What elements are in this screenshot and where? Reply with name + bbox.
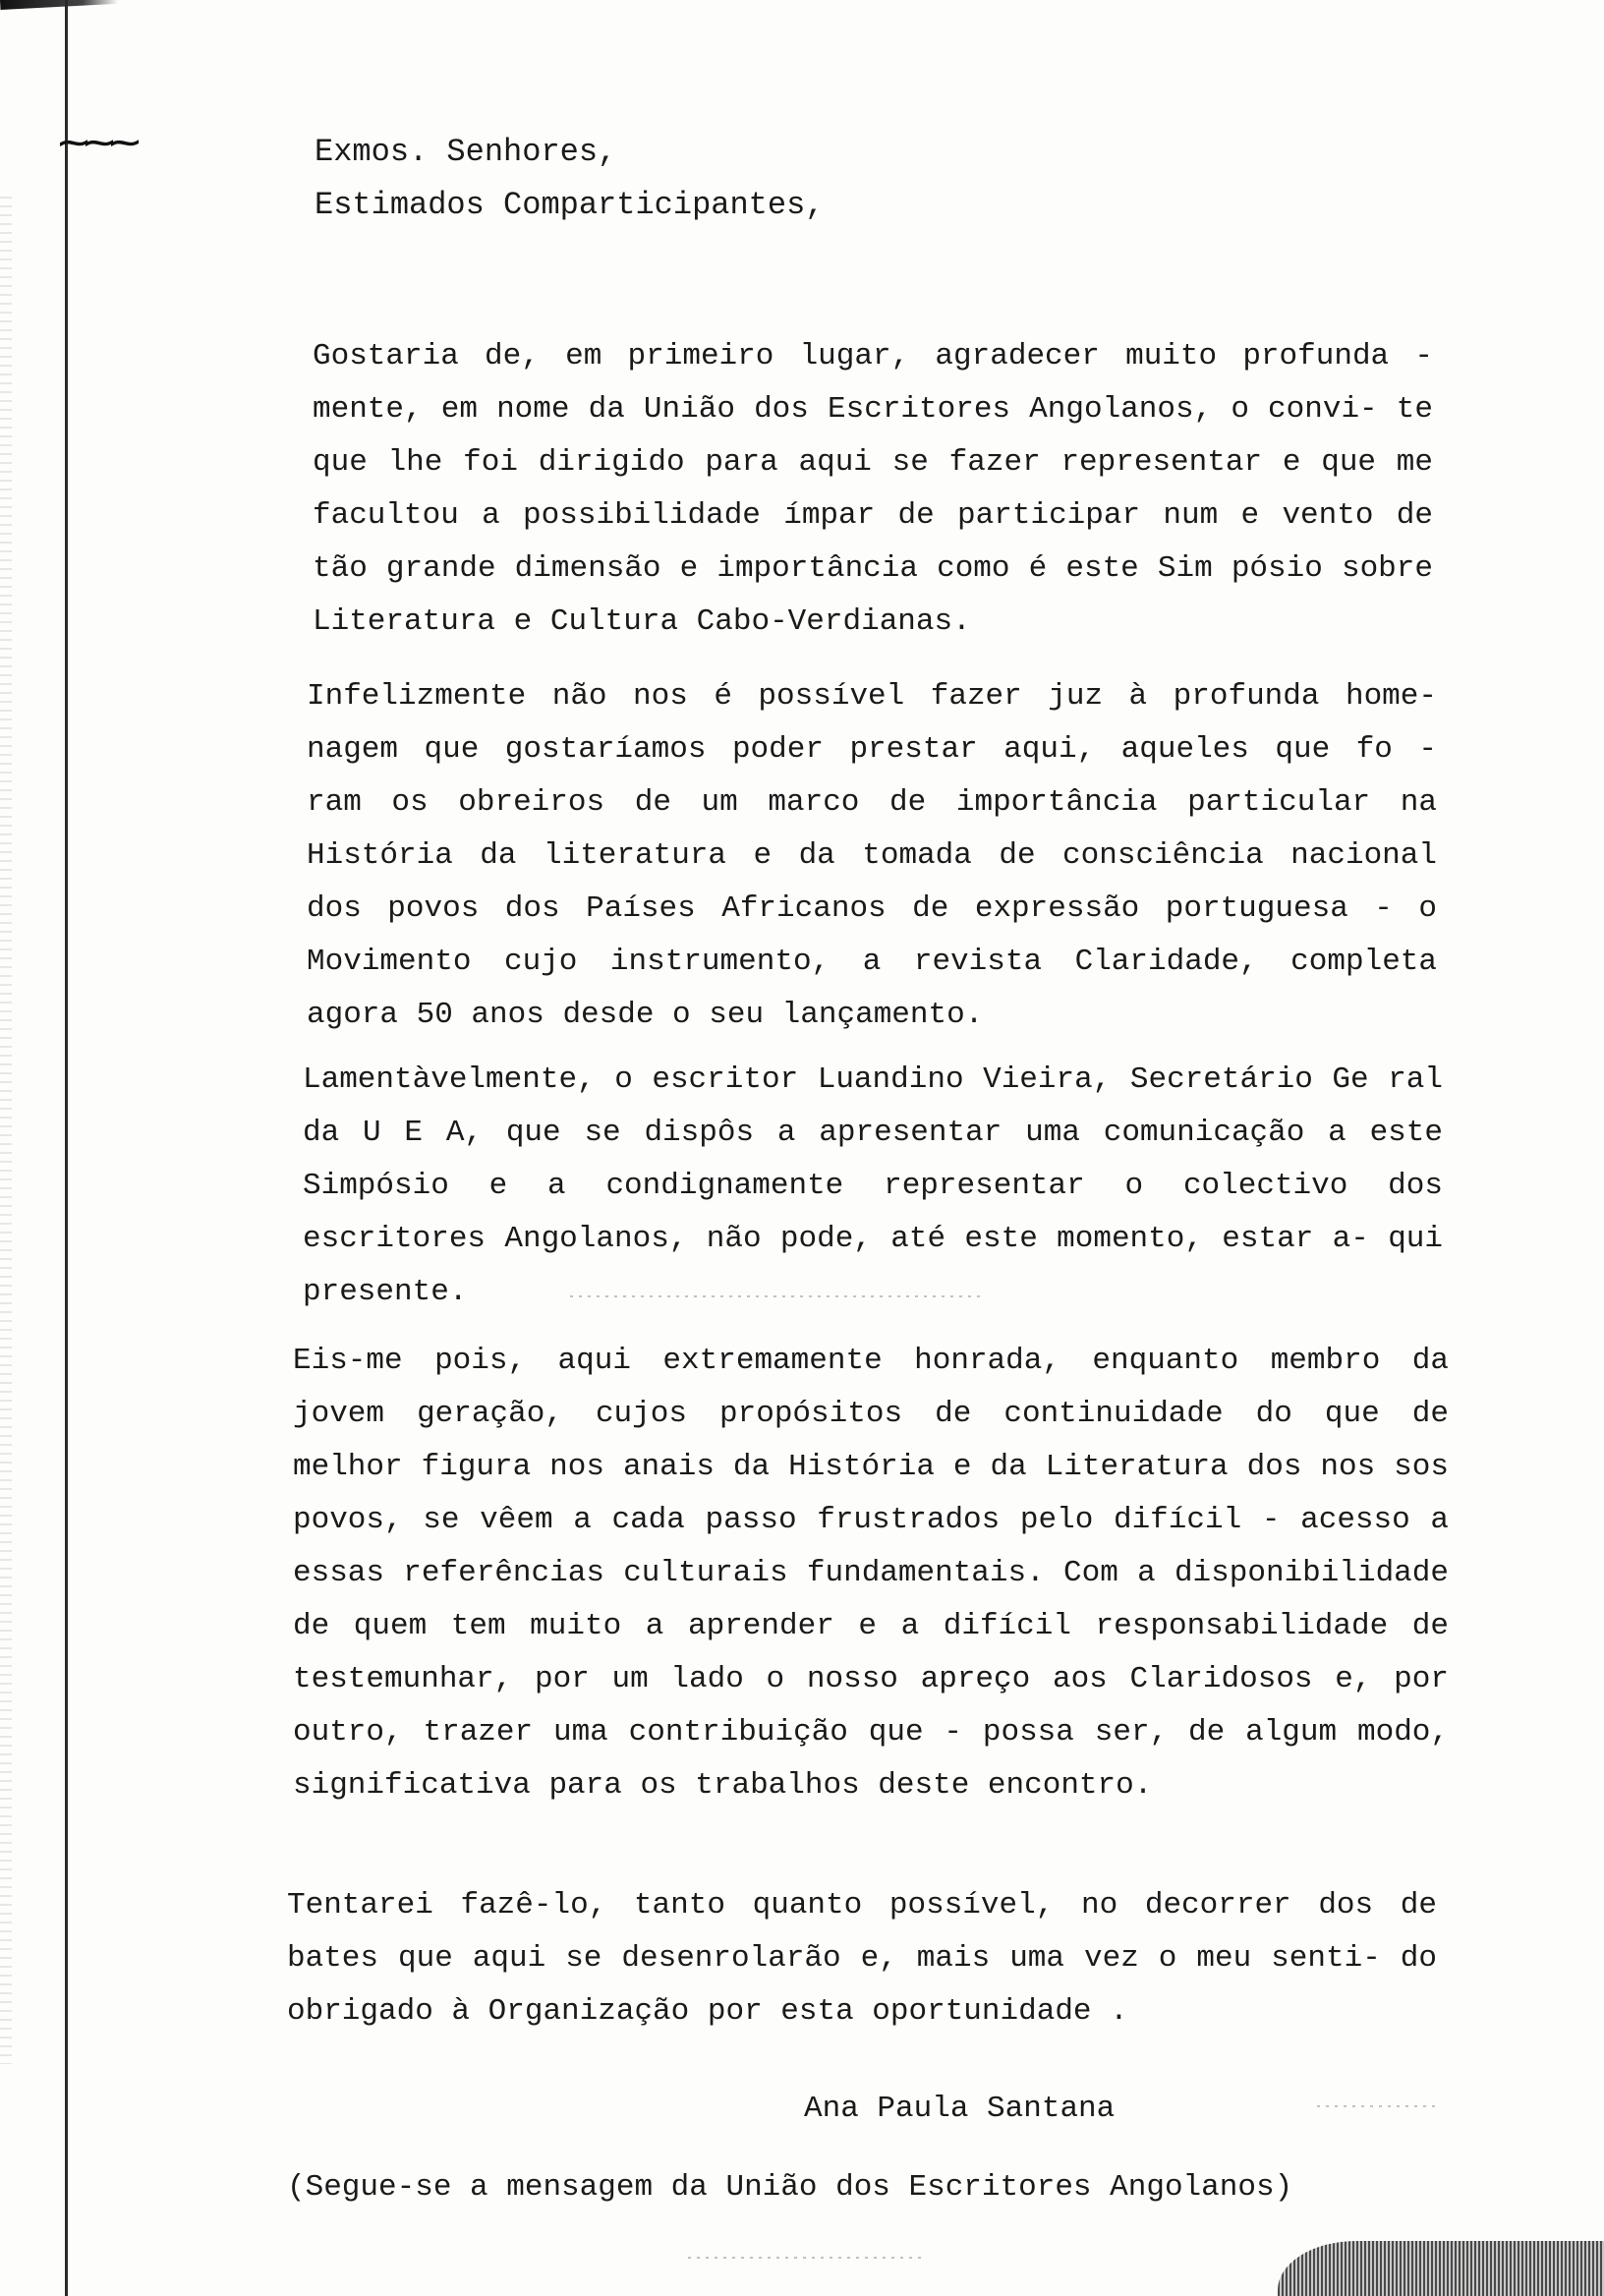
scan-speckle [570,1295,983,1297]
scan-speckle [1317,2105,1435,2107]
scan-speckle [688,2257,924,2259]
scan-artifact-bottom-smudge [1278,2241,1604,2296]
paragraph-2: Infelizmente não nos é possível fazer juz à profunda home- nagem que gostaríamos poder prestar aqui, aqueles que fo - ram os obreiros de um marco de importância particular na História da literatura e da tomada de consciência nacional dos povos dos Países Africanos de expressão portuguesa - o Movimento cujo instrumento, a revista Claridade, completa agora 50 anos desde o seu lançamento. [307,679,1437,1032]
scan-artifact-top-stroke [0,0,118,10]
scan-margin-noise [0,197,12,2064]
salutation-line-2: Estimados Comparticipantes, [315,187,825,223]
salutation-line-1: Exmos. Senhores, [315,134,617,170]
salutation [315,126,824,232]
footer-note: (Segue-se a mensagem da União dos Escritores Angolanos) [287,2170,1293,2205]
paragraph-5: Tentarei fazê-lo, tanto quanto possível, no decorrer dos de bates que aqui se desenrolarão e, mais uma vez o meu senti- do obrigado à Organização por esta oportunidade . [287,1888,1437,2029]
handwritten-mark: ⁓⁓⁓ [59,129,136,162]
scan-margin-line [65,0,68,2296]
signature-name: Ana Paula Santana [804,2092,1116,2126]
paragraph-1: Gostaria de, em primeiro lugar, agradecer muito profunda - mente, em nome da União dos Escritores Angolanos, o convi- te que lhe foi dirigido para aqui se fazer representar e que me facultou a possibilidade ímpar de participar num e vento de tão grande dimensão e importância como é este Sim pósio sobre Literatura e Cultura Cabo-Verdianas. [313,339,1433,639]
paragraph-4: Eis-me pois, aqui extremamente honrada, enquanto membro da jovem geração, cujos propósitos de continuidade do que de melhor figura nos anais da História e da Literatura dos nos sos povos, se vêem a cada passo frustrados pelo difícil - acesso a essas referências culturais fundamentais. Com a disponibilidade de quem tem muito a aprender e a difícil responsabilidade de testemunhar, por um lado o nosso apreço aos Claridosos e, por outro, trazer uma contribuição que - possa ser, de algum modo, significativa para os trabalhos deste encontro. [293,1344,1449,1803]
paragraph-3: Lamentàvelmente, o escritor Luandino Vieira, Secretário Ge ral da U E A, que se dispôs a apresentar uma comunicação a este Simpósio e a condignamente representar o colectivo dos escritores Angolanos, não pode, até este momento, estar a- qui presente. [303,1062,1443,1309]
